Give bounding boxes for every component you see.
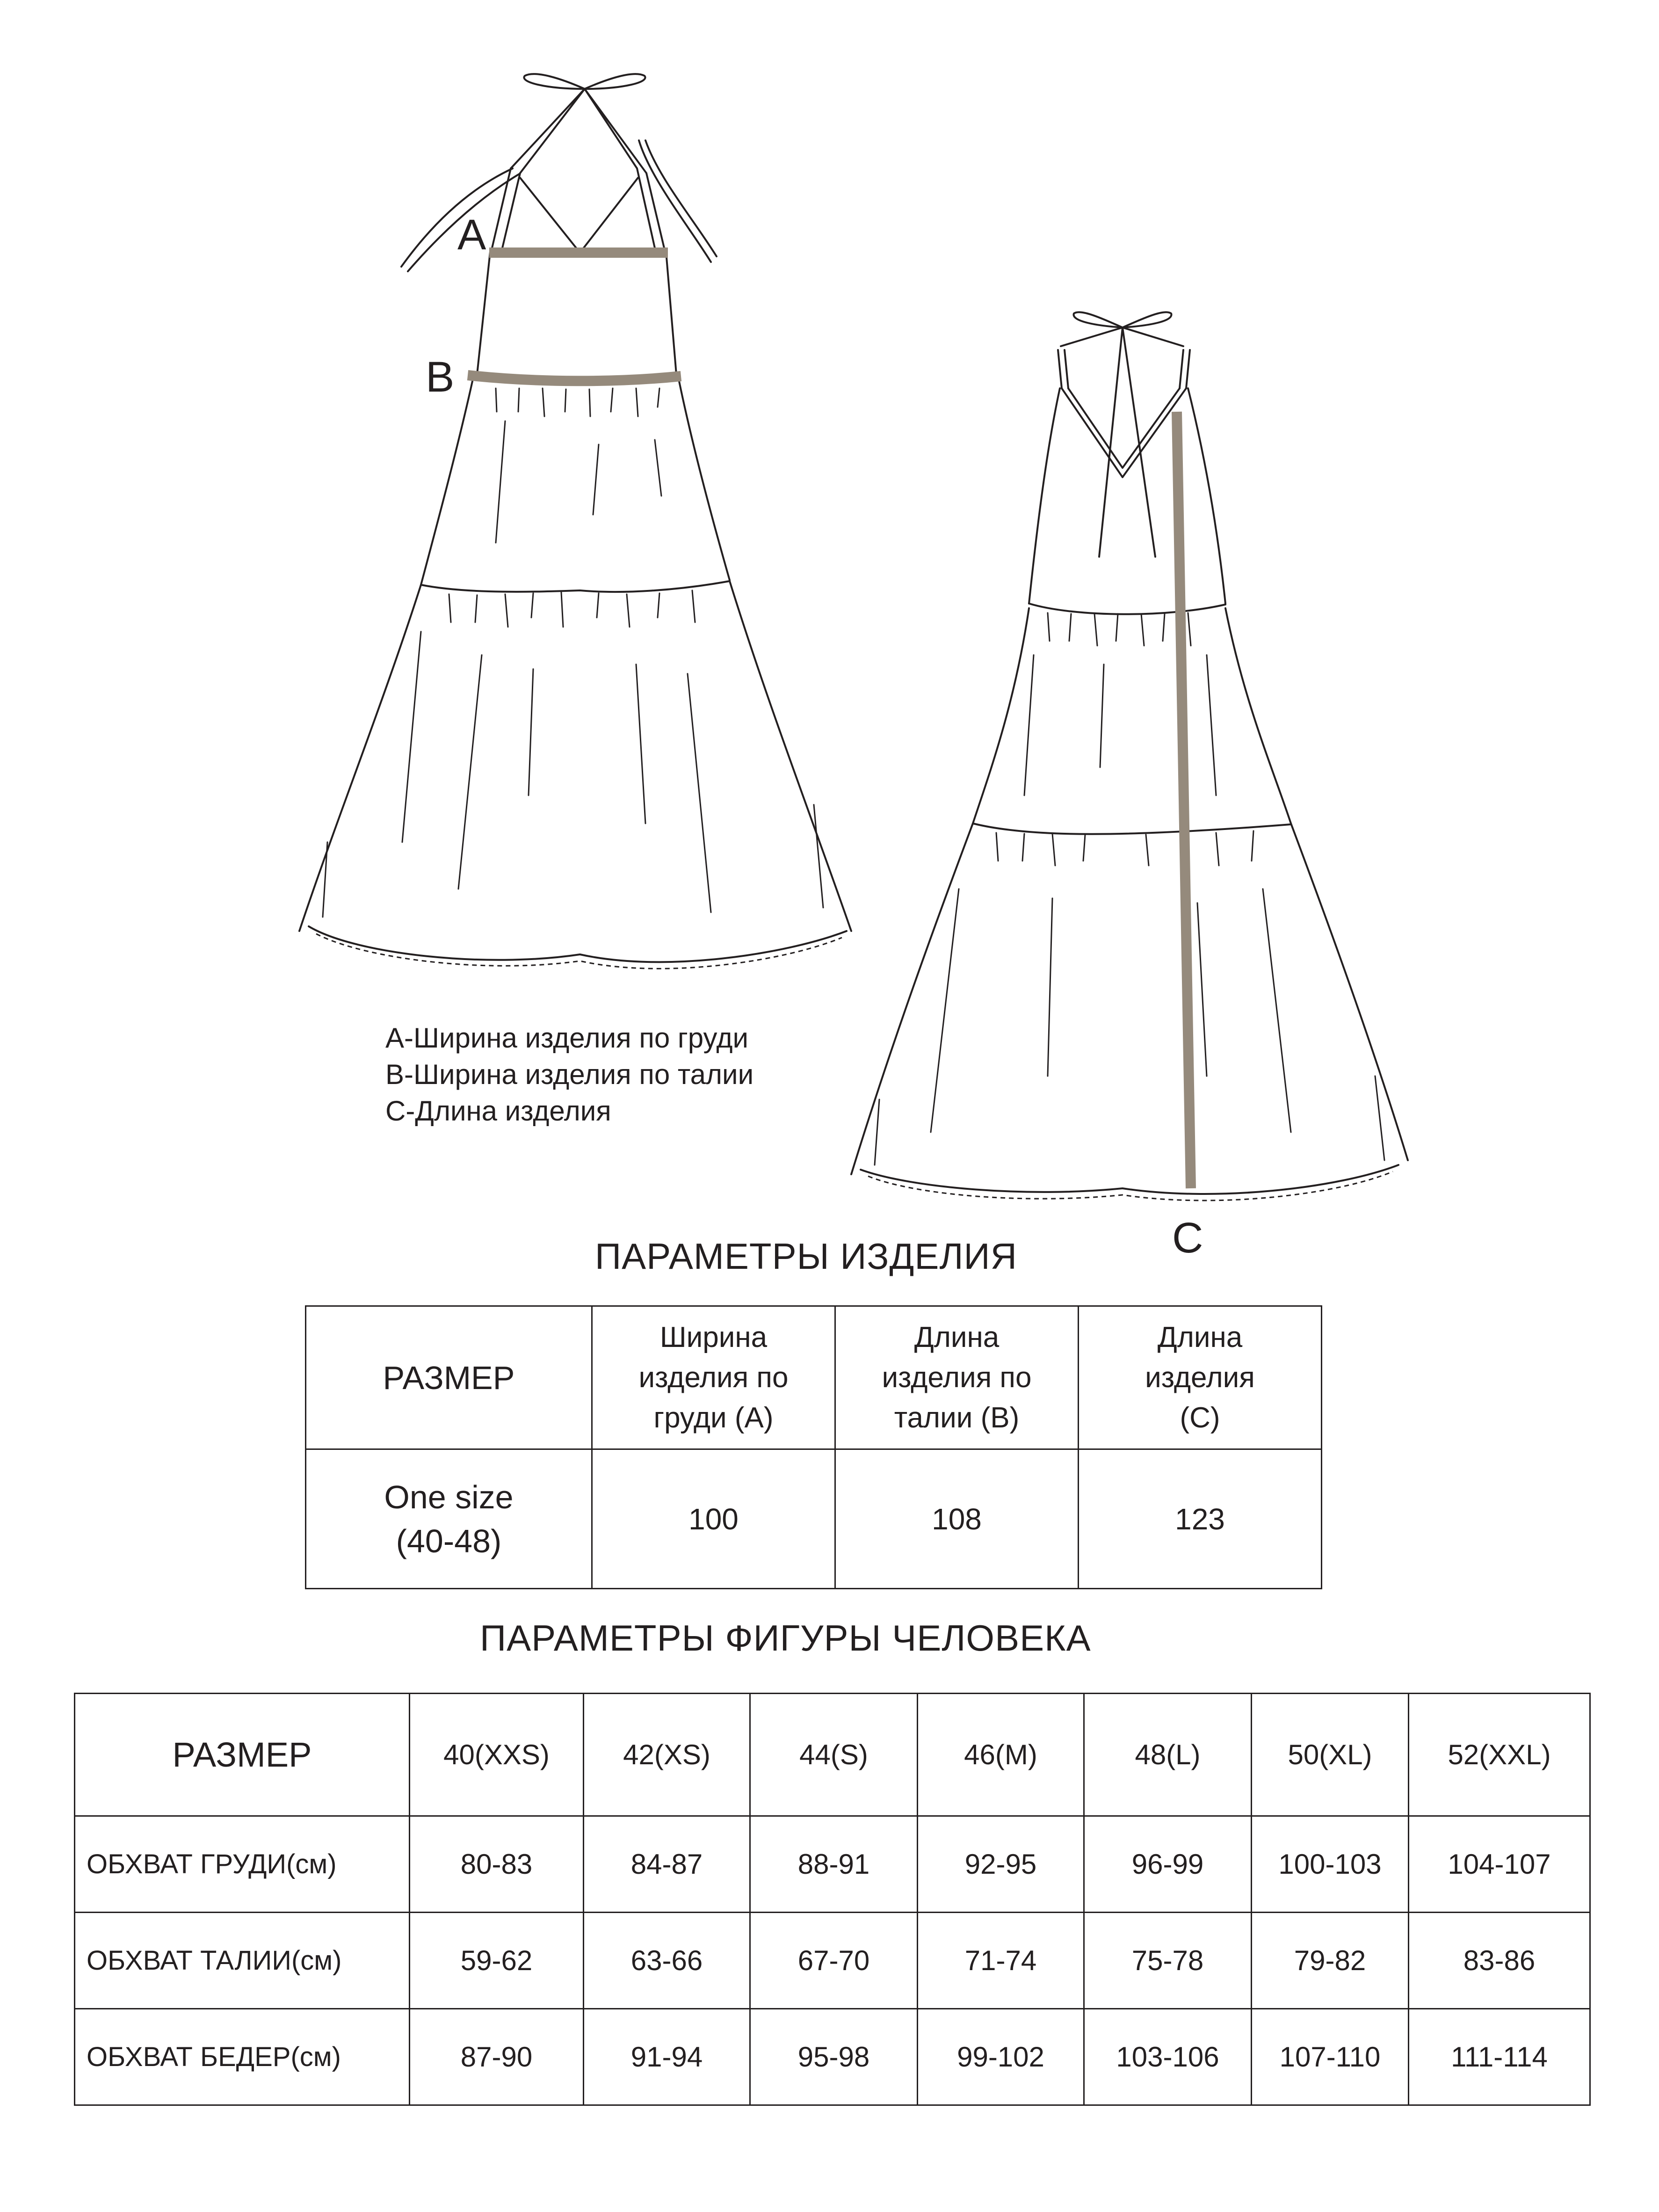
product-size-value [306,1449,592,1589]
figure-cell: 87-90 [410,2009,584,2105]
figure-size-col: 40(XXS) [410,1694,584,1816]
figure-row-hips [75,2009,1590,2105]
figure-cell: 67-70 [750,1913,918,2009]
figure-cell: 111-114 [1409,2009,1590,2105]
figure-size-col: 48(L) [1084,1694,1252,1816]
figure-size-col: 44(S) [750,1694,918,1816]
product-header-size: РАЗМЕР [306,1306,592,1449]
figure-size-col: 52(XXL) [1409,1694,1590,1816]
product-header-waist [835,1306,1079,1449]
product-length-value: 123 [1079,1449,1322,1589]
figure-cell: 84-87 [584,1816,750,1913]
figure-cell: 103-106 [1084,2009,1252,2105]
header-line: Ширина [659,1321,768,1353]
figure-cell: 80-83 [410,1816,584,1913]
header-line: Длина [1157,1321,1243,1353]
header-line: изделия по [638,1361,789,1394]
figure-row-label: ОБХВАТ БЕДЕР(см) [75,2009,410,2105]
figure-cell: 95-98 [750,2009,918,2105]
figure-cell: 92-95 [918,1816,1084,1913]
figure-cell: 83-86 [1409,1913,1590,2009]
size-line: (40-48) [396,1522,502,1559]
size-line: One size [384,1478,514,1515]
letter-b: B [426,353,455,401]
header-line: изделия [1145,1361,1255,1394]
figure-size-col: 46(M) [918,1694,1084,1816]
header-line: Длина [914,1321,1000,1353]
figure-cell: 88-91 [750,1816,918,1913]
product-params-table [305,1305,1322,1589]
header-line: талии (В) [894,1401,1020,1434]
figure-params-title: ПАРАМЕТРЫ ФИГУРЫ ЧЕЛОВЕКА [480,1617,1091,1659]
product-header-length [1079,1306,1322,1449]
header-line: груди (А) [653,1401,774,1434]
figure-cell: 100-103 [1252,1816,1409,1913]
legend-item-c: C-Длина изделия [385,1095,611,1127]
figure-cell: 63-66 [584,1913,750,2009]
figure-cell: 107-110 [1252,2009,1409,2105]
product-chest-value: 100 [592,1449,835,1589]
figure-cell: 99-102 [918,2009,1084,2105]
measure-line-b [468,375,681,381]
figure-cell: 91-94 [584,2009,750,2105]
figure-params-table [74,1693,1591,2106]
figure-cell: 104-107 [1409,1816,1590,1913]
figure-size-col: 42(XS) [584,1694,750,1816]
figure-cell: 59-62 [410,1913,584,2009]
product-waist-value: 108 [835,1449,1079,1589]
measurement-legend [385,1020,753,1129]
figure-cell: 71-74 [918,1913,1084,2009]
figure-row-chest [75,1816,1590,1913]
figure-row-label: ОБХВАТ ТАЛИИ(см) [75,1913,410,2009]
front-view-sketch [299,74,851,968]
figure-row-waist [75,1913,1590,2009]
figure-size-label: РАЗМЕР [75,1694,410,1816]
figure-cell: 79-82 [1252,1913,1409,2009]
letter-c: C [1172,1214,1203,1262]
figure-size-col: 50(XL) [1252,1694,1409,1816]
figure-cell: 96-99 [1084,1816,1252,1913]
header-line: (С) [1180,1401,1220,1434]
measure-line-c [1177,412,1191,1188]
figure-row-label: ОБХВАТ ГРУДИ(см) [75,1816,410,1913]
product-header-row [306,1306,1322,1449]
figure-cell: 75-78 [1084,1913,1252,2009]
product-header-chest [592,1306,835,1449]
product-value-row [306,1449,1322,1589]
header-line: изделия по [882,1361,1032,1394]
back-view-sketch [851,312,1408,1201]
letter-a: A [457,211,486,259]
legend-item-b: B-Ширина изделия по талии [385,1059,754,1090]
legend-item-a: A-Ширина изделия по груди [385,1022,748,1054]
figure-header-row [75,1694,1590,1816]
product-params-title: ПАРАМЕТРЫ ИЗДЕЛИЯ [595,1236,1017,1277]
